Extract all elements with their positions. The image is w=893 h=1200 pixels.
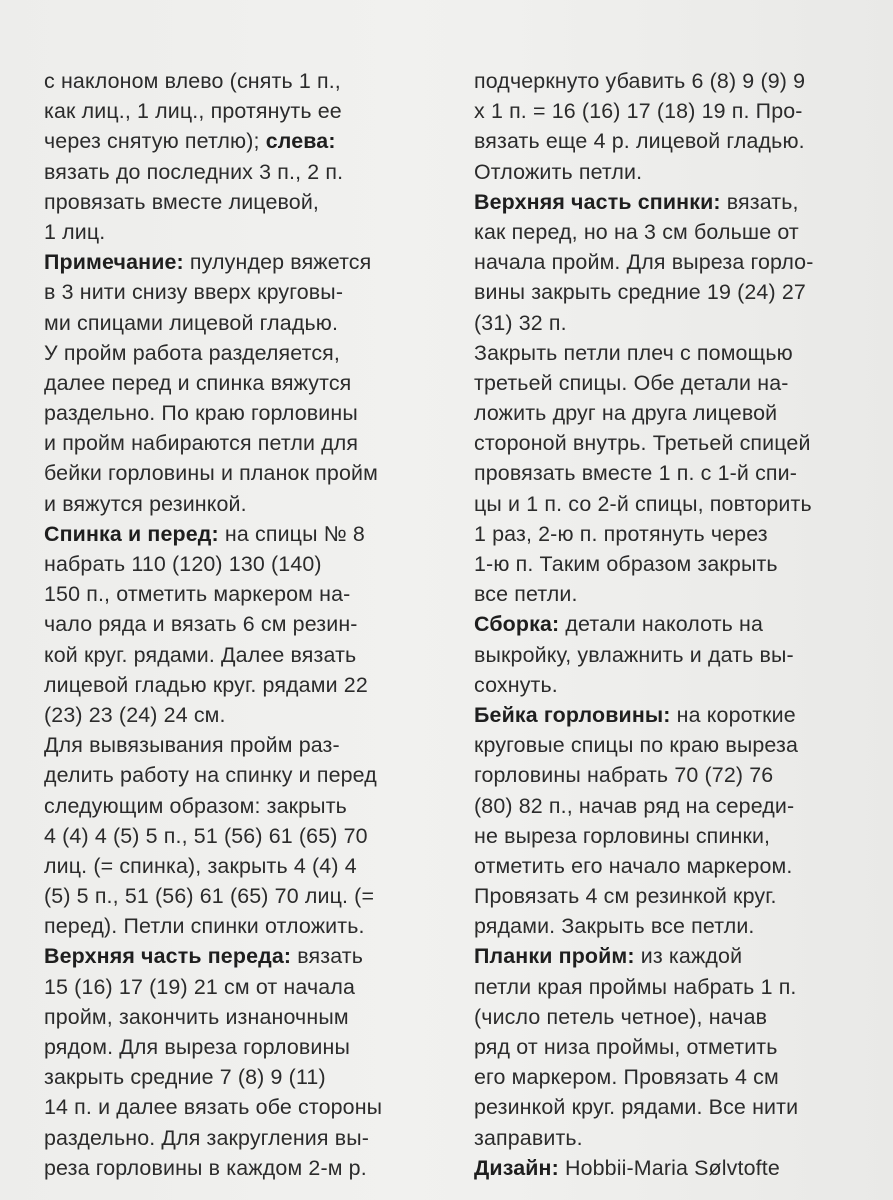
body-text: резинкой круг. рядами. Все нити xyxy=(474,1095,799,1120)
body-text: бейки горловины и планок пройм xyxy=(44,461,378,486)
text-line xyxy=(44,277,454,307)
body-text: вязать до последних 3 п., 2 п. xyxy=(44,159,344,184)
text-line xyxy=(474,66,884,96)
text-line xyxy=(44,851,454,881)
text-line xyxy=(44,217,454,247)
text-line xyxy=(474,791,884,821)
body-text: стороной внутрь. Третьей спицей xyxy=(474,431,811,456)
body-text: Hobbii-Maria Sølvtofte xyxy=(558,1155,780,1180)
text-line xyxy=(474,549,884,579)
section-heading: Бейка горловины: xyxy=(474,702,671,727)
section-heading: Верхняя часть переда: xyxy=(44,944,292,969)
section-heading: Примечание: xyxy=(44,250,184,275)
body-text: провязать вместе лицевой, xyxy=(44,189,320,214)
body-text: (31) 32 п. xyxy=(474,310,567,335)
body-text: начала пройм. Для выреза горло- xyxy=(474,250,814,275)
text-line xyxy=(44,398,454,428)
body-text: У пройм работа разделяется, xyxy=(44,340,341,365)
text-line xyxy=(44,1153,454,1183)
body-text: 1-ю п. Таким образом закрыть xyxy=(474,552,778,576)
text-line xyxy=(44,760,454,790)
text-line xyxy=(44,791,454,821)
text-line xyxy=(44,1123,454,1153)
body-text: с наклоном влево (снять 1 п., xyxy=(44,69,341,93)
text-line xyxy=(44,821,454,851)
body-text: реза горловины в каждом 2-м р. xyxy=(44,1155,367,1180)
body-text: 1 лиц. xyxy=(44,219,106,244)
text-line xyxy=(44,1062,454,1092)
body-text: далее перед и спинка вяжутся xyxy=(44,370,352,395)
body-text: лиц. (= спинка), закрыть 4 (4) 4 xyxy=(44,853,357,878)
text-line xyxy=(474,338,884,368)
text-line xyxy=(474,308,884,338)
body-text: вязать, xyxy=(720,189,799,214)
body-text: провязать вместе 1 п. с 1-й спи- xyxy=(474,461,798,486)
text-line xyxy=(474,941,884,971)
text-line xyxy=(44,881,454,911)
text-line xyxy=(474,670,884,700)
text-line xyxy=(44,308,454,338)
body-text: и вяжутся резинкой. xyxy=(44,491,247,516)
body-text: петли края проймы набрать 1 п. xyxy=(474,974,797,999)
text-line xyxy=(44,157,454,187)
text-line xyxy=(474,489,884,519)
body-text: детали наколоть на xyxy=(559,612,764,637)
body-text: кой круг. рядами. Далее вязать xyxy=(44,642,357,667)
body-text: следующим образом: закрыть xyxy=(44,793,347,818)
text-line xyxy=(44,640,454,670)
right-text-column xyxy=(474,66,884,1183)
body-text: чало ряда и вязать 6 см резин- xyxy=(44,612,358,637)
body-text: пулундер вяжется xyxy=(183,250,372,275)
text-line xyxy=(474,609,884,639)
text-line xyxy=(474,640,884,670)
body-text: круговые спицы по краю выреза xyxy=(474,733,798,758)
text-line xyxy=(474,760,884,790)
body-text: все петли. xyxy=(474,582,578,607)
body-text: горловины набрать 70 (72) 76 xyxy=(474,763,774,788)
body-text: Закрыть петли плеч с помощью xyxy=(474,340,793,365)
body-text: вязать еще 4 р. лицевой гладью. xyxy=(474,129,805,154)
text-line xyxy=(474,1062,884,1092)
body-text: на короткие xyxy=(670,702,796,727)
body-text: выкройку, увлажнить и дать вы- xyxy=(474,642,794,667)
body-text: 14 п. и далее вязать обе стороны xyxy=(44,1095,383,1120)
body-text: вины закрыть средние 19 (24) 27 xyxy=(474,280,806,305)
text-line xyxy=(474,277,884,307)
text-line xyxy=(44,730,454,760)
body-text: рядом. Для выреза горловины xyxy=(44,1035,350,1059)
text-line xyxy=(474,1002,884,1032)
text-line xyxy=(44,66,454,96)
text-line xyxy=(44,700,454,730)
text-line xyxy=(474,700,884,730)
text-line xyxy=(474,911,884,941)
text-line xyxy=(44,368,454,398)
text-line xyxy=(474,368,884,398)
text-line xyxy=(44,126,454,156)
body-text: (число петель четное), начав xyxy=(474,1004,768,1029)
body-text: подчеркнуто убавить 6 (8) 9 (9) 9 xyxy=(474,69,806,93)
section-heading: Спинка и перед: xyxy=(44,521,219,546)
body-text: заправить. xyxy=(474,1125,583,1150)
text-line xyxy=(44,458,454,488)
body-text: (23) 23 (24) 24 см. xyxy=(44,702,226,727)
body-text: цы и 1 п. со 2-й спицы, повторить xyxy=(474,491,812,516)
text-line xyxy=(44,579,454,609)
text-line xyxy=(44,1002,454,1032)
text-line xyxy=(44,941,454,971)
body-text: ложить друг на друга лицевой xyxy=(474,401,778,426)
text-line xyxy=(44,1032,454,1062)
body-text: не выреза горловины спинки, xyxy=(474,823,771,848)
text-line xyxy=(474,972,884,1002)
body-text: 150 п., отметить маркером на- xyxy=(44,582,351,607)
section-heading: слева: xyxy=(265,129,336,154)
text-line xyxy=(44,247,454,277)
text-line xyxy=(474,1153,884,1183)
section-heading: Сборка: xyxy=(474,612,560,637)
body-text: (5) 5 п., 51 (56) 61 (65) 70 лиц. (= xyxy=(44,884,375,909)
text-line xyxy=(474,851,884,881)
body-text: третьей спицы. Обе детали на- xyxy=(474,370,789,395)
body-text: пройм, закончить изнаночным xyxy=(44,1004,349,1029)
body-text: как лиц., 1 лиц., протянуть ее xyxy=(44,99,342,124)
text-line xyxy=(474,96,884,126)
text-line xyxy=(44,519,454,549)
text-line xyxy=(44,338,454,368)
text-line xyxy=(474,730,884,760)
body-text: в 3 нити снизу вверх круговы- xyxy=(44,280,344,305)
text-line xyxy=(474,247,884,277)
body-text: делить работу на спинку и перед xyxy=(44,763,377,788)
section-heading: Дизайн: xyxy=(474,1155,559,1180)
text-line xyxy=(474,1092,884,1122)
text-line xyxy=(44,911,454,941)
text-line xyxy=(44,489,454,519)
body-text: ряд от низа проймы, отметить xyxy=(474,1035,778,1059)
body-text: отметить его начало маркером. xyxy=(474,853,793,878)
body-text: на спицы № 8 xyxy=(218,521,365,546)
text-line xyxy=(44,1092,454,1122)
text-line xyxy=(474,398,884,428)
text-line xyxy=(44,609,454,639)
text-line xyxy=(44,428,454,458)
body-text: из каждой xyxy=(634,944,743,969)
text-line xyxy=(474,458,884,488)
section-heading: Планки пройм: xyxy=(474,944,635,969)
body-text: раздельно. Для закругления вы- xyxy=(44,1125,370,1150)
body-text: 15 (16) 17 (19) 21 см от начала xyxy=(44,974,355,999)
text-line xyxy=(474,1032,884,1062)
body-text: (80) 82 п., начав ряд на середи- xyxy=(474,793,795,818)
text-line xyxy=(474,579,884,609)
body-text: Провязать 4 см резинкой круг. xyxy=(474,884,777,909)
text-line xyxy=(474,821,884,851)
body-text: закрыть средние 7 (8) 9 (11) xyxy=(44,1065,326,1090)
left-text-column xyxy=(44,66,454,1183)
text-line xyxy=(44,549,454,579)
section-heading: Верхняя часть спинки: xyxy=(474,189,721,214)
body-text: Отложить петли. xyxy=(474,159,643,184)
text-line xyxy=(474,157,884,187)
body-text: через снятую петлю); xyxy=(44,129,266,154)
body-text: 4 (4) 4 (5) 5 п., 51 (56) 61 (65) 70 xyxy=(44,823,368,848)
body-text: раздельно. По краю горловины xyxy=(44,401,358,426)
body-text: 1 раз, 2-ю п. протянуть через xyxy=(474,521,768,546)
text-line xyxy=(44,972,454,1002)
text-line xyxy=(474,187,884,217)
text-line xyxy=(44,670,454,700)
text-line xyxy=(44,96,454,126)
body-text: лицевой гладью круг. рядами 22 xyxy=(44,672,368,697)
text-line xyxy=(474,1123,884,1153)
body-text: перед). Петли спинки отложить. xyxy=(44,914,365,939)
text-line xyxy=(474,881,884,911)
body-text: рядами. Закрыть все петли. xyxy=(474,914,755,939)
body-text: и пройм набираются петли для xyxy=(44,431,359,456)
body-text: x 1 п. = 16 (16) 17 (18) 19 п. Про- xyxy=(474,99,803,124)
body-text: набрать 110 (120) 130 (140) xyxy=(44,552,322,576)
text-line xyxy=(474,519,884,549)
text-line xyxy=(44,187,454,217)
body-text: как перед, но на 3 см больше от xyxy=(474,219,799,244)
body-text: Для вывязывания пройм раз- xyxy=(44,733,340,758)
text-line xyxy=(474,217,884,247)
text-line xyxy=(474,126,884,156)
body-text: сохнуть. xyxy=(474,672,558,697)
text-line xyxy=(474,428,884,458)
body-text: его маркером. Провязать 4 см xyxy=(474,1065,779,1090)
body-text: вязать xyxy=(291,944,364,969)
body-text: ми спицами лицевой гладью. xyxy=(44,310,339,335)
